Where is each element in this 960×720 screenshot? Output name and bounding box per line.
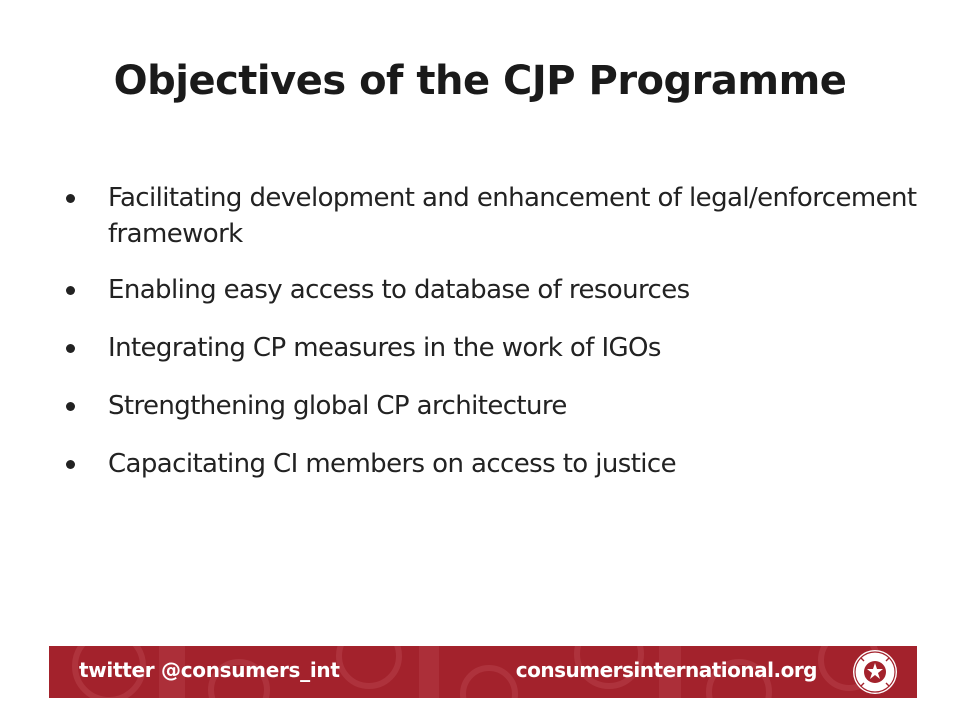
bullet-item xyxy=(60,446,920,482)
bullet-text: Strengthening global CP architecture xyxy=(108,391,567,421)
bullet-text: Integrating CP measures in the work of IGOs xyxy=(108,333,661,363)
footer-twitter-handle[interactable]: twitter @consumers_int xyxy=(79,658,340,682)
bullet-dot-icon xyxy=(66,460,75,469)
bullet-item xyxy=(60,388,920,424)
bullet-dot-icon xyxy=(66,286,75,295)
bullet-dot-icon xyxy=(66,194,75,203)
bullet-text: Enabling easy access to database of resources xyxy=(108,275,690,305)
bullet-item xyxy=(60,180,920,252)
bullet-list xyxy=(60,180,920,504)
bullet-text: Facilitating development and enhancement of legal/enforcement framework xyxy=(108,183,917,249)
bullet-item xyxy=(60,330,920,366)
footer-bar xyxy=(49,646,917,698)
bullet-dot-icon xyxy=(66,344,75,353)
bullet-text: Capacitating CI members on access to justice xyxy=(108,449,677,479)
bullet-dot-icon xyxy=(66,402,75,411)
consumers-international-logo-icon xyxy=(851,648,899,696)
footer-website[interactable]: consumersinternational.org xyxy=(515,658,817,682)
bullet-item xyxy=(60,272,920,308)
slide-title: Objectives of the CJP Programme xyxy=(113,58,847,104)
